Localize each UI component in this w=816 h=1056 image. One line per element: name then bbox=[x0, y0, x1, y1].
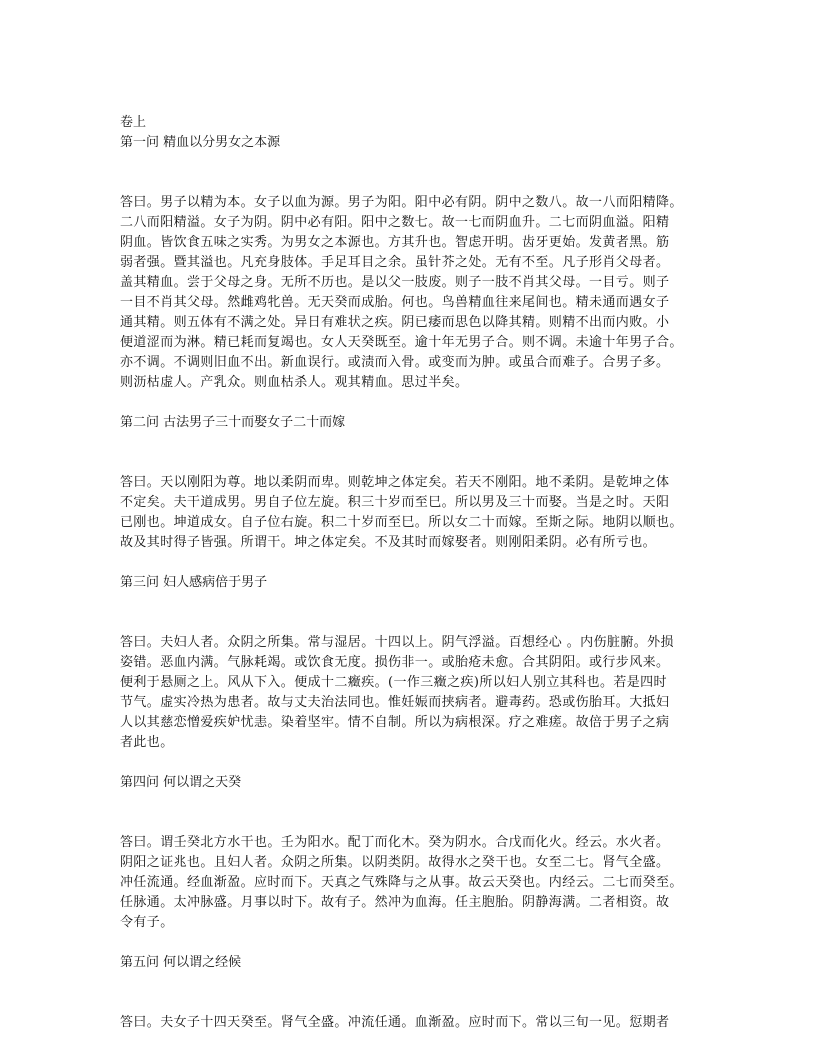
text-line: 答曰。谓壬癸北方水干也。壬为阳水。配丁而化木。癸为阴水。合戊而化火。经云。水火者。 bbox=[120, 835, 670, 850]
text-line: 弱者强。暨其溢也。凡充身肢体。手足耳目之余。虽针芥之处。无有不至。凡子形肖父母者。 bbox=[120, 255, 670, 270]
section-3-title: 第三问 妇人感病倍于男子 bbox=[120, 575, 268, 590]
text-line: 便道涩而为淋。精已耗而复竭也。女人天癸既至。逾十年无男子合。则不调。未逾十年男子合。 bbox=[120, 335, 683, 350]
text-line: 任脉通。太冲脉盛。月事以时下。故有子。然冲为血海。任主胞胎。阴静海满。二者相资。故 bbox=[120, 895, 670, 910]
text-line: 令有子。 bbox=[120, 915, 174, 930]
section-4-answer bbox=[120, 833, 698, 933]
text-line: 答曰。男子以精为本。女子以血为源。男子为阳。阳中必有阴。阴中之数八。故一八而阳精降。 bbox=[120, 195, 683, 210]
section-2-answer bbox=[120, 473, 698, 553]
text-line: 人以其慈恋憎爱疾妒忧恚。染着坚牢。情不自制。所以为病根深。疗之难瘥。故倍于男子之病 bbox=[120, 715, 670, 730]
text-line: 冲任流通。经血渐盈。应时而下。天真之气殊降与之从事。故云天癸也。内经云。二七而癸至。 bbox=[120, 875, 683, 890]
text-line: 阴阳之证兆也。且妇人者。众阴之所集。以阴类阴。故得水之癸干也。女至二七。肾气全盛。 bbox=[120, 855, 670, 870]
document-page bbox=[120, 113, 698, 1033]
section-3-answer bbox=[120, 633, 698, 753]
section-1-title: 第一问 精血以分男女之本源 bbox=[120, 135, 281, 150]
text-line: 已刚也。坤道成女。自子位右旋。积二十岁而至巳。所以女二十而嫁。至斯之际。地阴以顺也。 bbox=[120, 515, 683, 530]
text-line: 亦不调。不调则旧血不出。新血误行。或渍而入骨。或变而为肿。或虽合而难子。合男子多。 bbox=[120, 355, 670, 370]
text-line: 者此也。 bbox=[120, 735, 174, 750]
text-line: 故及其时得子皆强。所谓干。坤之体定矣。不及其时而嫁娶者。则刚阳柔阴。必有所亏也。 bbox=[120, 535, 657, 550]
text-line: 答曰。夫女子十四天癸至。肾气全盛。冲流任通。血渐盈。应时而下。常以三旬一见。愆期者 bbox=[120, 1015, 670, 1030]
text-line: 二八而阳精溢。女子为阴。阴中必有阳。阳中之数七。故一七而阴血升。二七而阴血溢。阳精 bbox=[120, 215, 670, 230]
text-line: 盖其精血。尝于父母之身。无所不历也。是以父一肢废。则子一肢不肖其父母。一目亏。则子 bbox=[120, 275, 670, 290]
text-line: 答曰。夫妇人者。众阴之所集。常与湿居。十四以上。阴气浮溢。百想经心 。内伤脏腑。外损 bbox=[120, 635, 674, 650]
text-line: 不定矣。夫干道成男。男自子位左旋。积三十岁而至巳。所以男及三十而娶。当是之时。天阳 bbox=[120, 495, 670, 510]
section-1-answer bbox=[120, 193, 698, 393]
section-2-title: 第二问 古法男子三十而娶女子二十而嫁 bbox=[120, 415, 346, 430]
text-line: 节气。虚实冷热为患者。故与丈夫治法同也。惟妊娠而挟病者。避毒药。恐或伤胎耳。大抵妇 bbox=[120, 695, 670, 710]
text-line: 一目不肖其父母。然雌鸡牝兽。无天癸而成胎。何也。鸟兽精血往来尾间也。精未通而遇女子 bbox=[120, 295, 670, 310]
text-line: 则沥枯虚人。产乳众。则血枯杀人。观其精血。思过半矣。 bbox=[120, 375, 469, 390]
volume-heading: 卷上 bbox=[120, 115, 147, 130]
section-5-title: 第五问 何以谓之经候 bbox=[120, 955, 242, 970]
text-line: 答曰。天以刚阳为尊。地以柔阴而卑。则乾坤之体定矣。若天不刚阳。地不柔阴。是乾坤之体 bbox=[120, 475, 670, 490]
text-line: 便利于悬厕之上。风从下入。便成十二癥疾。(一作三癥之疾)所以妇人别立其科也。若是四时 bbox=[120, 675, 667, 690]
text-line: 姿错。恶血内满。气脉耗竭。或饮食无度。损伤非一。或胎疮未愈。合其阴阳。或行步风来。 bbox=[120, 655, 670, 670]
text-line: 通其精。则五体有不满之处。异日有难状之疾。阴已痿而思色以降其精。则精不出而内败。小 bbox=[120, 315, 670, 330]
text-line: 阴血。皆饮食五味之实秀。为男女之本源也。方其升也。智虑开明。齿牙更始。发黄者黑。筋 bbox=[120, 235, 670, 250]
section-5-answer bbox=[120, 1013, 698, 1033]
section-4-title: 第四问 何以谓之天癸 bbox=[120, 775, 242, 790]
